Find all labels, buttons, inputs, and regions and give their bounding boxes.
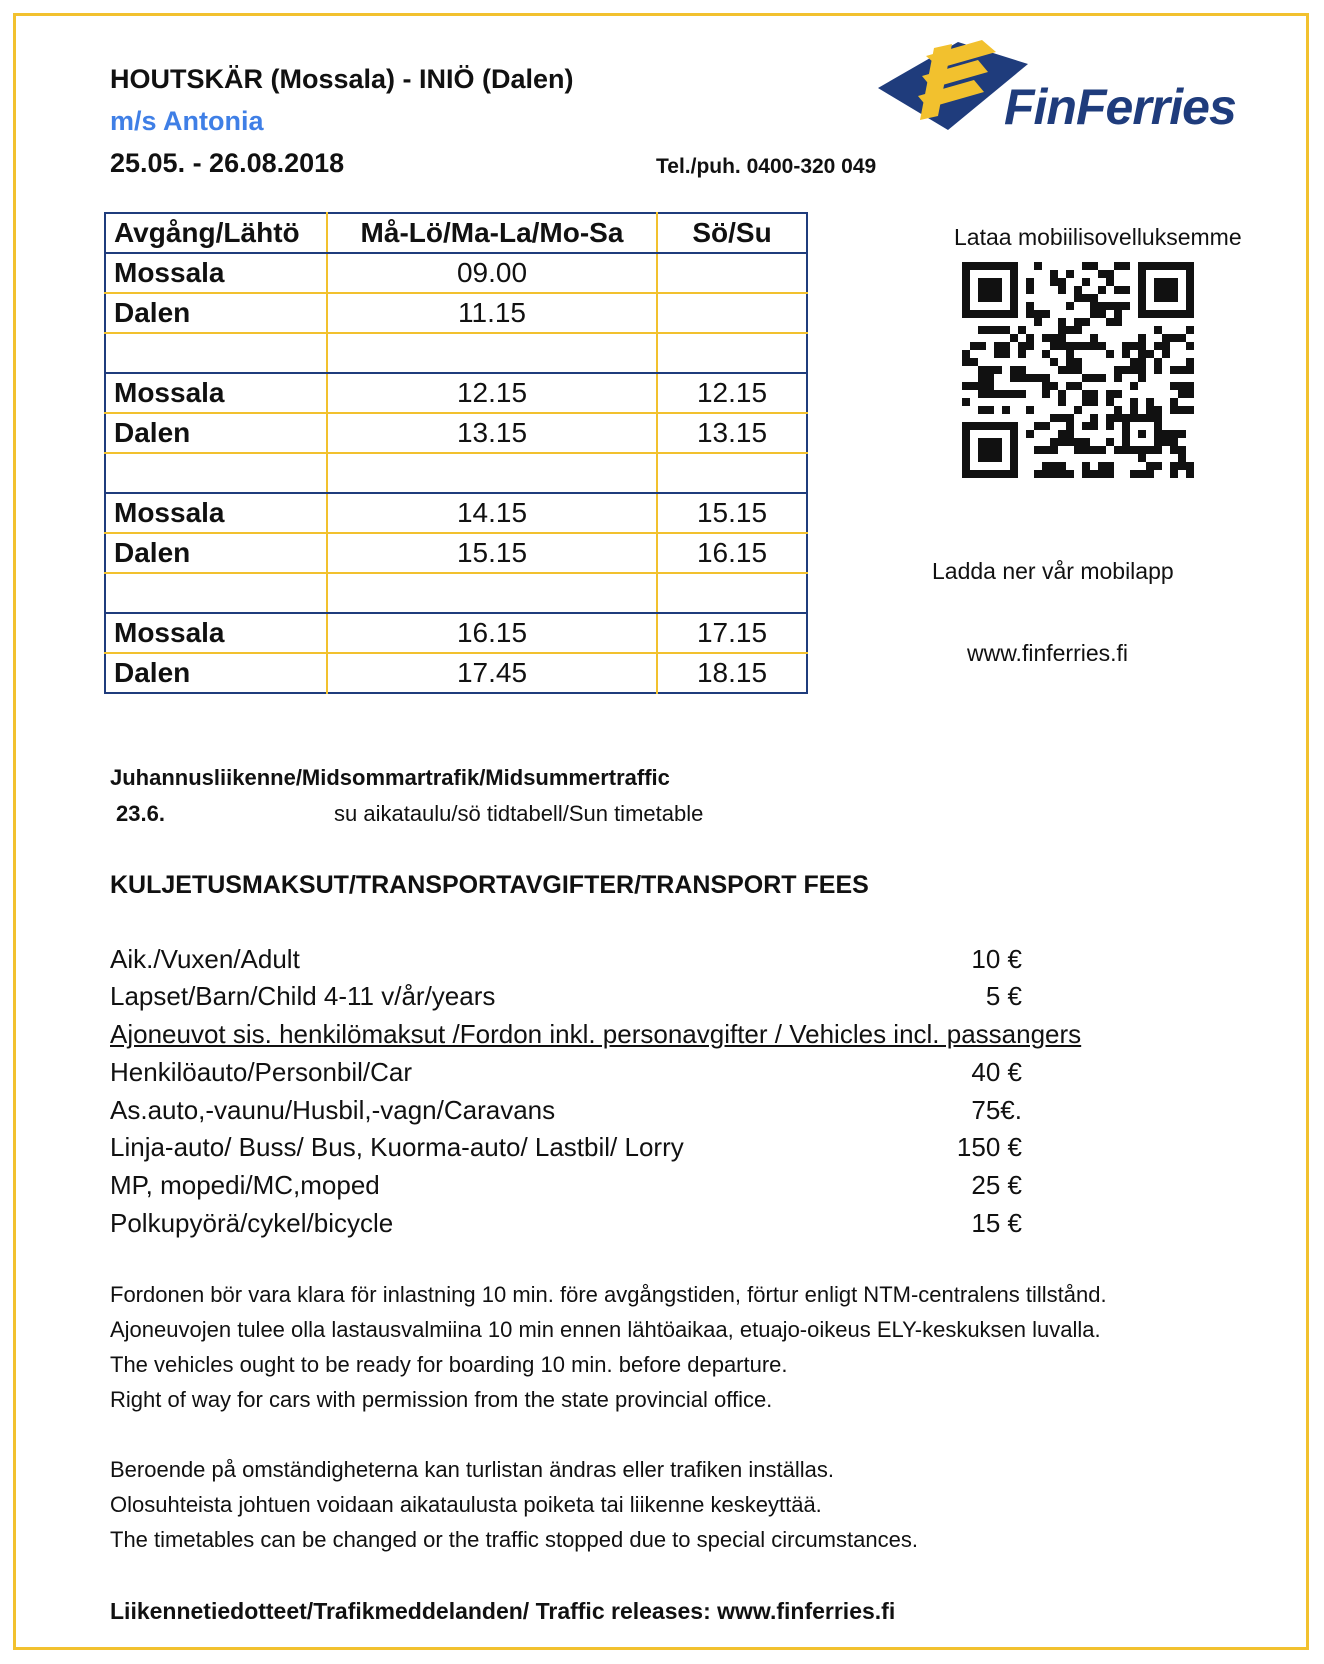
validity-dates: 25.05. - 26.08.2018 (110, 148, 345, 178)
fee-price: 25 € (971, 1170, 1022, 1200)
sunday-time: 18.15 (696, 657, 768, 688)
fee-label: Lapset/Barn/Child 4-11 v/år/years (110, 981, 496, 1011)
sunday-time: 15.15 (657, 493, 807, 533)
midsummer-title: Juhannusliikenne/Midsommartrafik/Midsummertraffic (110, 765, 670, 790)
sunday-time (657, 253, 807, 293)
sunday-time: 13.15 (657, 413, 807, 453)
weekday-time: 11.15 (327, 293, 657, 333)
fee-price: 75€. (971, 1095, 1022, 1125)
table-row (105, 293, 807, 333)
fee-price: 150 € (956, 1132, 1022, 1162)
qr-code-icon[interactable] (962, 262, 1194, 478)
fee-label: MP, mopedi/MC,moped (110, 1170, 380, 1200)
sunday-time: 16.15 (657, 533, 807, 573)
timetable-header-row (105, 213, 807, 253)
stop-name: Mossala (105, 373, 327, 413)
weekday-time: 14.15 (327, 493, 657, 533)
header-sunday: Sö/Su (657, 213, 807, 253)
note-line: Right of way for cars with permission from the state provincial office. (110, 1387, 773, 1412)
fee-price: 10 € (971, 944, 1022, 974)
stop-name (105, 453, 327, 493)
table-row (105, 653, 807, 693)
weekday-time: 17.45 (327, 653, 657, 693)
weekday-time: 16.15 (327, 613, 657, 653)
table-row (105, 533, 807, 573)
weekday-time: 13.15 (327, 413, 657, 453)
table-row (105, 413, 807, 453)
footer-traffic-releases: Liikennetiedotteet/Trafikmeddelanden/ Traffic releases: www.finferries.fi (110, 1598, 896, 1624)
weekday-time: 09.00 (327, 253, 657, 293)
fee-price: 5 € (985, 981, 1022, 1011)
stop-name: Dalen (105, 653, 327, 693)
fees-title: KULJETUSMAKSUT/TRANSPORTAVGIFTER/TRANSPORT FEES (110, 871, 869, 899)
fee-price: 15 € (971, 1208, 1022, 1238)
weekday-time: 15.15 (327, 533, 657, 573)
phone-number: Tel./puh. 0400-320 049 (656, 155, 877, 178)
note-line: Beroende på omständigheterna kan turlistan ändras eller trafiken inställas. (110, 1457, 834, 1482)
header-weekdays: Må-Lö/Ma-La/Mo-Sa (327, 213, 657, 253)
sunday-time (657, 453, 807, 493)
stop-name: Mossala (105, 613, 327, 653)
sunday-time: 12.15 (657, 373, 807, 413)
fee-price: 40 € (971, 1057, 1022, 1087)
note-line: Fordonen bör vara klara för inlastning 10 min. före avgångstiden, förtur enligt NTM-centralens tillstånd. (110, 1282, 1107, 1307)
sunday-time (657, 333, 807, 373)
sunday-time: 17.15 (657, 613, 807, 653)
fee-label: Aik./Vuxen/Adult (110, 944, 300, 974)
header-departure: Avgång/Lähtö (105, 213, 327, 253)
fee-label: Polkupyörä/cykel/bicycle (110, 1208, 394, 1238)
stop-name: Mossala (105, 253, 327, 293)
vehicles-heading: Ajoneuvot sis. henkilömaksut /Fordon inkl. personavgifter / Vehicles incl. passangers (110, 1019, 1082, 1049)
stop-name: Mossala (105, 493, 327, 533)
app-download-sv: Ladda ner vår mobilapp (932, 558, 1174, 584)
sunday-time (657, 573, 807, 613)
route-title: HOUTSKÄR (Mossala) - INIÖ (Dalen) (110, 64, 574, 94)
website-link[interactable]: www.finferries.fi (967, 640, 1129, 666)
stop-name: Dalen (105, 293, 327, 333)
weekday-time (327, 573, 657, 613)
weekday-time (327, 333, 657, 373)
weekday-time (327, 453, 657, 493)
note-line: Ajoneuvojen tulee olla lastausvalmiina 10 min ennen lähtöaikaa, etuajo-oikeus ELY-keskuksen luvalla. (110, 1317, 1101, 1342)
table-spacer-row (105, 333, 807, 373)
table-spacer-row (105, 453, 807, 493)
fee-label: As.auto,-vaunu/Husbil,-vagn/Caravans (110, 1095, 556, 1125)
table-spacer-row (105, 573, 807, 613)
table-row (105, 493, 807, 533)
stop-name (105, 333, 327, 373)
table-row (105, 613, 807, 653)
fee-label: Linja-auto/ Buss/ Bus, Kuorma-auto/ Lastbil/ Lorry (110, 1132, 684, 1162)
note-line: The vehicles ought to be ready for boarding 10 min. before departure. (110, 1352, 788, 1377)
midsummer-text: su aikataulu/sö tidtabell/Sun timetable (334, 801, 704, 826)
vessel-name: m/s Antonia (110, 106, 264, 136)
departure-timetable (104, 212, 808, 694)
fee-label: Henkilöauto/Personbil/Car (110, 1057, 413, 1087)
sunday-time (657, 293, 807, 333)
note-line: Olosuhteista johtuen voidaan aikataulusta poiketa tai liikenne keskeyttää. (110, 1492, 822, 1517)
stop-name: Dalen (105, 533, 327, 573)
finferries-logo-text: FinFerries (1004, 79, 1236, 135)
app-download-fi: Lataa mobiilisovelluksemme (954, 224, 1242, 250)
weekday-time: 12.15 (327, 373, 657, 413)
note-line: The timetables can be changed or the traffic stopped due to special circumstances. (110, 1527, 918, 1552)
midsummer-date: 23.6. (116, 801, 165, 826)
stop-name: Dalen (105, 413, 327, 453)
table-row (105, 373, 807, 413)
table-row (105, 253, 807, 293)
stop-name (105, 573, 327, 613)
